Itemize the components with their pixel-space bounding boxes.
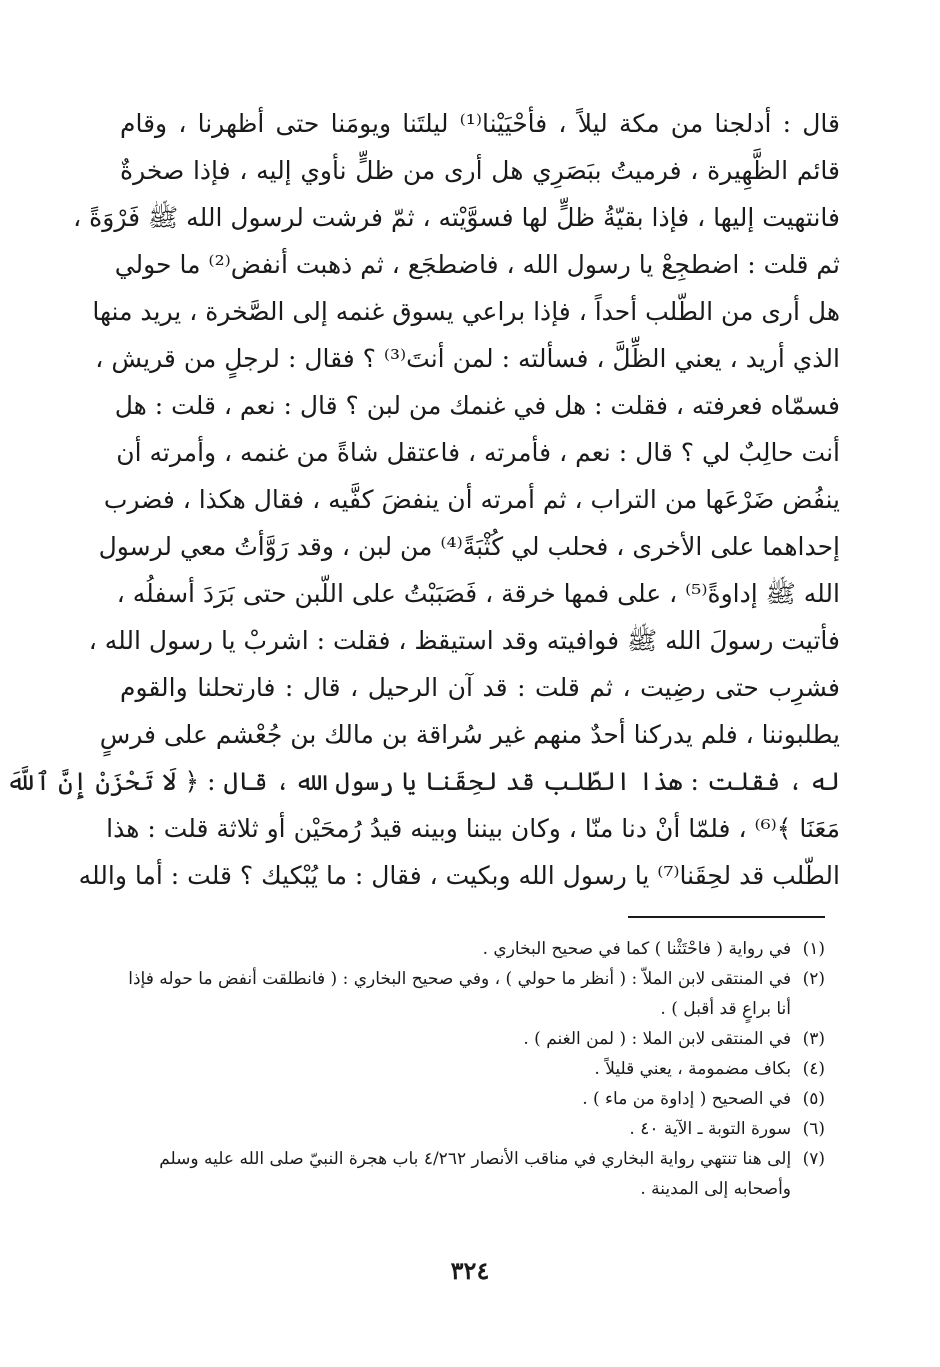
body-line: له ، فقلت : هذا الطّلب قد لحِقَنا يا رسول الله ، قال : ﴿ لَا تَحْزَنْ إِنَّ ٱللَّهَ [6, 767, 840, 796]
body-line: إحداهما على الأخرى ، فحلب لي كُثْبَةً⁽⁴⁾ من لبن ، وقد رَوَّأتُ معي لرسول [98, 532, 840, 561]
footnote [108, 934, 825, 964]
body-line: فأتيت رسولَ الله ﷺ فوافيته وقد استيقظ ، فقلت : اشربْ يا رسول الله ، [88, 626, 840, 655]
footnote-text: في المنتقى لابن الملاّ : ( أنظر ما حولي ) ، وفي صحيح البخاري : ( فانطلقت أنفض ما حوله فإذا [128, 969, 792, 989]
body-line: الله ﷺ إداوةً⁽⁵⁾ ، على فمها خرقة ، فَصَبَبْتُ على اللّبن حتى بَرَدَ أسفلُه ، [116, 579, 840, 608]
body-line: قائم الظَّهِيرة ، فرميتُ ببَصَرِي هل أرى من ظلٍّ نأوي إليه ، فإذا صخرةٌ [120, 156, 840, 185]
footnote [108, 1144, 825, 1174]
footnote-number: (١) [802, 939, 825, 959]
footnote-number: (٦) [802, 1119, 825, 1139]
body-line: هل أرى من الطّلب أحداً ، فإذا براعي يسوق غنمه إلى الصَّخرة ، يريد منها [92, 297, 840, 326]
body-line: فشرِب حتى رضِيت ، ثم قلت : قد آن الرحيل ، قال : فارتحلنا والقوم [120, 673, 840, 702]
footnote-number: (٤) [802, 1059, 825, 1079]
footnote-number: (٥) [802, 1089, 825, 1109]
body-line: مَعَنَا ﴾⁽⁶⁾ ، فلمّا أنْ دنا منّا ، وكان بيننا وبينه قيدُ رُمحَيْن أو ثلاثة قلت : هذا [106, 814, 840, 843]
body-line: ينفُض ضَرْعَها من التراب ، ثم أمرته أن ينفضَ كفَّيه ، فقال هكذا ، فضرب [103, 485, 840, 514]
footnotes [108, 934, 825, 1204]
footnote-number: (٢) [802, 969, 825, 989]
footnote-continuation: وأصحابه إلى المدينة . [640, 1179, 791, 1199]
footnote [108, 1054, 825, 1084]
body-text [6, 100, 840, 899]
footnote-continuation: أنا براعٍ قد أقبل ) . [660, 999, 791, 1019]
body-line: قال : أدلجنا من مكة ليلاً ، فأحْيَيْنا⁽¹⁾ ليلتَنا ويومَنا حتى أظهرنا ، وقام [120, 109, 840, 138]
body-line: الطّلب قد لحِقَنا⁽⁷⁾ يا رسول الله وبكيت ، فقال : ما يُبْكيك ؟ قلت : أما والله [78, 861, 840, 890]
footnote-text: في المنتقى لابن الملا : ( لمن الغنم ) . [523, 1029, 792, 1049]
body-line: الذي أريد ، يعني الظِّلَّ ، فسألته : لمن أنتَ⁽³⁾ ؟ فقال : لرجلٍ من قريش ، [95, 344, 840, 373]
body-line: أنت حالِبٌ لي ؟ قال : نعم ، فأمرته ، فاعتقل شاةً من غنمه ، وأمرته أن [116, 438, 840, 467]
footnote-text: في رواية ( فاحْتَثْنا ) كما في صحيح البخاري . [482, 939, 792, 959]
footnote [108, 964, 825, 994]
body-line: فسمّاه فعرفته ، فقلت : هل في غنمك من لبن ؟ قال : نعم ، قلت : هل [114, 391, 840, 420]
footnote [108, 1114, 825, 1144]
body-line: ثم قلت : اضطجِعْ يا رسول الله ، فاضطجَع ، ثم ذهبت أنفض⁽²⁾ ما حولي [114, 250, 840, 279]
body-line: فانتهيت إليها ، فإذا بقيّةُ ظلٍّ لها فسوَّيْته ، ثمّ فرشت لرسول الله ﷺ فَرْوَةً ، [73, 203, 840, 232]
footnote-text: في الصحيح ( إداوة من ماء ) . [582, 1089, 792, 1109]
footnote-number: (٧) [802, 1149, 825, 1169]
page-number: ٣٢٤ [450, 1256, 490, 1285]
footnote-text: إلى هنا تنتهي رواية البخاري في مناقب الأنصار ٤/٢٦٢ باب هجرة النبيّ صلى الله عليه وسلم [159, 1149, 792, 1169]
footnote [108, 1084, 825, 1114]
footnote-number: (٣) [802, 1029, 825, 1049]
body-line: يطلبوننا ، فلم يدركنا أحدٌ منهم غير سُراقة بن مالك بن جُعْشم على فرسٍ [99, 720, 840, 749]
footnote-text: بكاف مضمومة ، يعني قليلاً . [594, 1059, 792, 1079]
footnote-text: سورة التوبة ـ الآية ٤٠ . [629, 1119, 792, 1139]
footnote-separator [628, 916, 825, 918]
footnote [108, 1024, 825, 1054]
